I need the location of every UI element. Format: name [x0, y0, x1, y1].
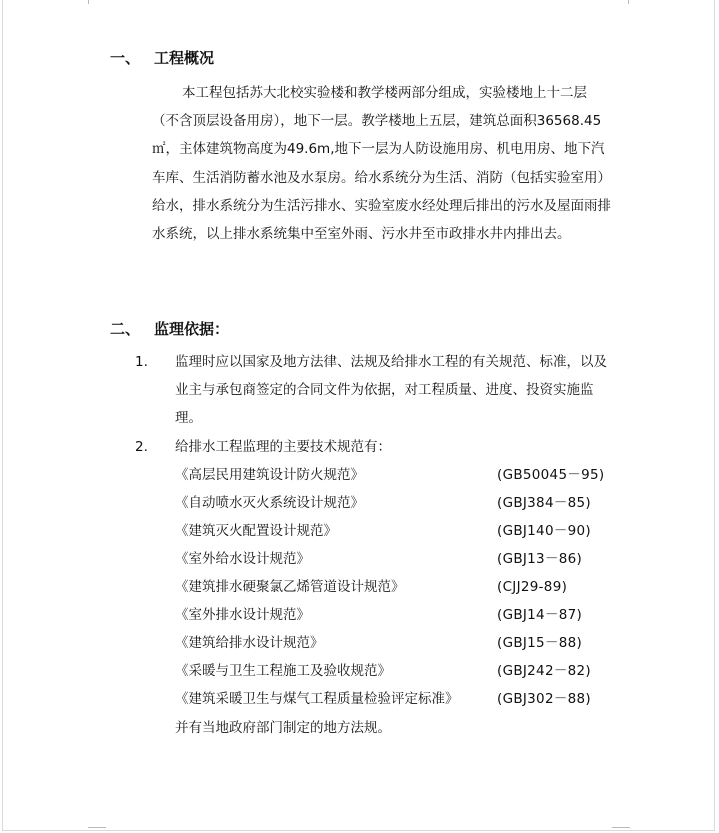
standard-name: 《采暖与卫生工程施工及验收规范》 [175, 663, 391, 679]
item-1-text: 监理时应以国家及地方法律、法规及给排水工程的有关规范、标准，以及业主与承包商签定的合同文件为依据，对工程质量、进度、投资实施监理。 [175, 354, 607, 427]
standard-row [175, 517, 615, 545]
standard-row [175, 545, 615, 573]
corner-mark-top-right [628, 0, 629, 4]
standard-code: (GBJ15－88) [497, 635, 583, 651]
standard-name: 《建筑灭火配置设计规范》 [175, 523, 337, 539]
standard-code: (GBJ242－82) [497, 663, 591, 679]
corner-mark-top-left [88, 0, 89, 4]
standard-row [175, 629, 615, 657]
corner-mark-bottom-left [88, 827, 106, 828]
standard-row [175, 601, 615, 629]
section-2-number: 二、 [110, 320, 141, 338]
standard-code: (GBJ14－87) [497, 607, 583, 623]
standard-row [175, 657, 615, 685]
standard-name: 《室外排水设计规范》 [175, 607, 310, 623]
closing-note: 并有当地政府部门制定的地方法规。 [175, 720, 391, 736]
standard-code: (CJJ29-89) [497, 579, 568, 595]
standard-name: 《建筑排水硬聚氯乙烯管道设计规范》 [175, 579, 405, 595]
standard-row [175, 461, 615, 489]
section-2-heading [110, 318, 229, 339]
section-1-heading [110, 47, 214, 68]
standard-code: (GBJ302－88) [497, 691, 591, 707]
standard-name: 《建筑给排水设计规范》 [175, 635, 324, 651]
item-1-number: 1. [135, 354, 148, 370]
standard-name: 《建筑采暖卫生与煤气工程质量检验评定标准》 [175, 691, 459, 707]
standard-name: 《自动喷水灭火系统设计规范》 [175, 495, 364, 511]
standard-code: (GBJ384－85) [497, 495, 591, 511]
standard-row [175, 685, 615, 713]
standard-code: (GBJ140－90) [497, 523, 591, 539]
item-2-text: 给排水工程监理的主要技术规范有： [175, 439, 391, 455]
section-1-title: 工程概况 [154, 49, 215, 67]
section-1-number: 一、 [110, 49, 141, 67]
standard-code: (GB50045－95) [497, 467, 605, 483]
standard-name: 《高层民用建筑设计防火规范》 [175, 467, 364, 483]
corner-mark-bottom-right [612, 827, 630, 828]
item-2-number: 2. [135, 439, 148, 455]
standard-row [175, 573, 615, 601]
section-1-paragraph [152, 79, 612, 248]
standard-code: (GBJ13－86) [497, 551, 583, 567]
section-2-title: 监理依据： [154, 320, 230, 338]
standard-row [175, 489, 615, 517]
standard-name: 《室外给水设计规范》 [175, 551, 310, 567]
section-1-text: 本工程包括苏大北校实验楼和教学楼两部分组成，实验楼地上十二层（不含顶层设备用房），地下一层。教学楼地上五层，建筑总面积36568.45㎡，主体建筑物高度为49.6m,地下一层为人防设施用房、机电用房、地下汽车库、生活消防蓄水池及水泵房。给水系统分为生活、消防（包括实验室用）给水，排水系统分为生活污排水、实验室废水经处理后排出的污水及屋面雨排水系统，以上排水系统集中至室外雨、污水井至市政排水井内排出去。 [152, 85, 611, 243]
